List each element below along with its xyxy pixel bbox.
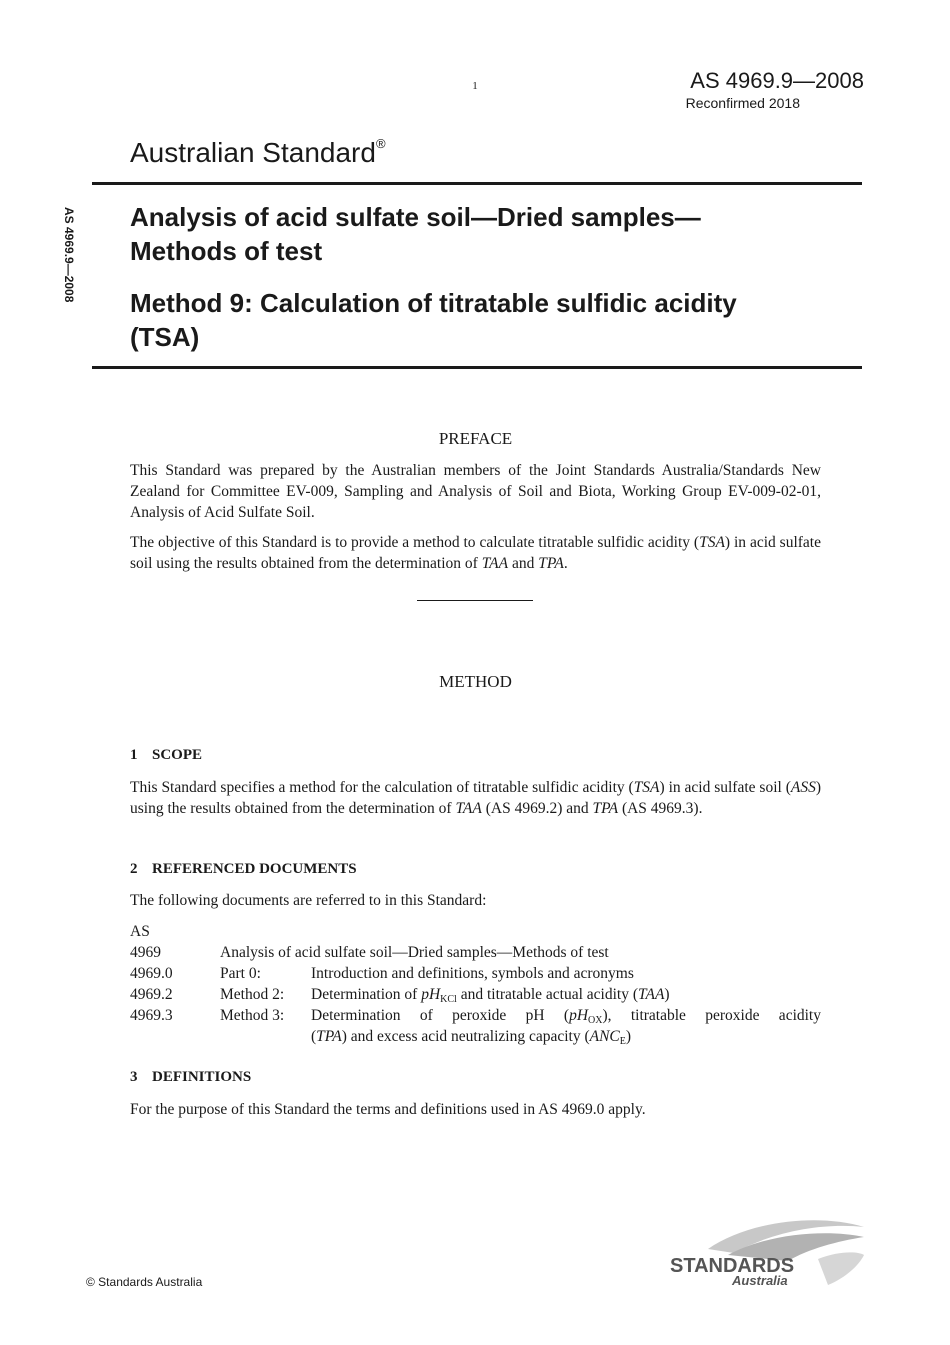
- document-title-line2: Methods of test: [130, 236, 323, 266]
- preface-paragraph-2: The objective of this Standard is to provide a method to calculate titratable sulfidic acidity (TSA) in acid sulfate soil using the results obtained from the determination of TAA and TPA.: [130, 534, 821, 572]
- method-title-line1: Method 9: Calculation of titratable sulfidic acidity: [130, 288, 737, 318]
- standard-brand-text: Australian Standard: [130, 137, 376, 168]
- referenced-intro: The following documents are referred to in this Standard:: [130, 892, 487, 909]
- standards-australia-logo: [668, 1215, 868, 1287]
- logo-text-sub: Australia: [732, 1273, 788, 1287]
- document-title: [130, 200, 830, 268]
- tpa-term: TPA: [538, 555, 564, 572]
- logo-swoosh-icon: [668, 1215, 868, 1287]
- side-label: AS 4969.9—2008: [62, 207, 76, 303]
- reference-row: 4969.0 Part 0: Introduction and definitions, symbols and acronyms: [130, 965, 634, 982]
- preface-heading: PREFACE: [438, 429, 513, 448]
- standard-number: AS 4969.9—2008: [690, 68, 864, 93]
- scope-paragraph: This Standard specifies a method for the calculation of titratable sulfidic acidity (TSA) in acid sulfate soil (ASS) using the results obtained from the determination of TAA (AS 4969.2) and TPA (AS 4969.3).: [130, 779, 821, 817]
- reference-row-continuation: (TPA) and excess acid neutralizing capacity $(ANC_E)$: [311, 1028, 632, 1047]
- reference-row: 4969.3 Method 3: Determination of peroxide pH $(pH_{OX})$, titratable peroxide acidity: [130, 1007, 821, 1026]
- method-heading: METHOD: [439, 672, 512, 691]
- preface-paragraph-1: This Standard was prepared by the Australian members of the Joint Standards Australia/Standards New Zealand for Committee EV-009, Sampling and Analysis of Soil and Biota, Working Group EV-009-02-01, Analysis of Acid Sulfate Soil.: [130, 462, 821, 521]
- referenced-prefix: AS: [130, 923, 150, 940]
- bottom-title-rule: [92, 366, 862, 369]
- definitions-paragraph: For the purpose of this Standard the terms and definitions used in AS 4969.0 apply.: [130, 1101, 646, 1118]
- top-rule: [92, 182, 862, 185]
- method-title: [130, 286, 850, 354]
- copyright-notice: © Standards Australia: [86, 1275, 203, 1289]
- tsa-term: TSA: [699, 534, 725, 551]
- document-title-line1: Analysis of acid sulfate soil—Dried samples—: [130, 202, 701, 232]
- section-divider: [417, 600, 533, 601]
- reference-row: 4969 Analysis of acid sulfate soil—Dried samples—Methods of test: [130, 944, 609, 961]
- page-number: 1: [472, 80, 478, 92]
- scope-heading: 1 SCOPE: [130, 747, 203, 763]
- reference-row: 4969.2 Method 2: Determination of $pH_{KCl}$ and titratable actual acidity (TAA): [130, 986, 670, 1005]
- method-title-line2: (TSA): [130, 322, 200, 352]
- reconfirmed-label: Reconfirmed 2018: [685, 95, 800, 111]
- logo-text-main: STANDARDS: [670, 1255, 795, 1277]
- definitions-heading: 3 DEFINITIONS: [130, 1069, 252, 1085]
- standard-brand: [130, 136, 386, 169]
- registered-mark: ®: [375, 136, 386, 151]
- taa-term: TAA: [481, 555, 509, 572]
- referenced-documents-heading: 2 REFERENCED DOCUMENTS: [130, 861, 357, 877]
